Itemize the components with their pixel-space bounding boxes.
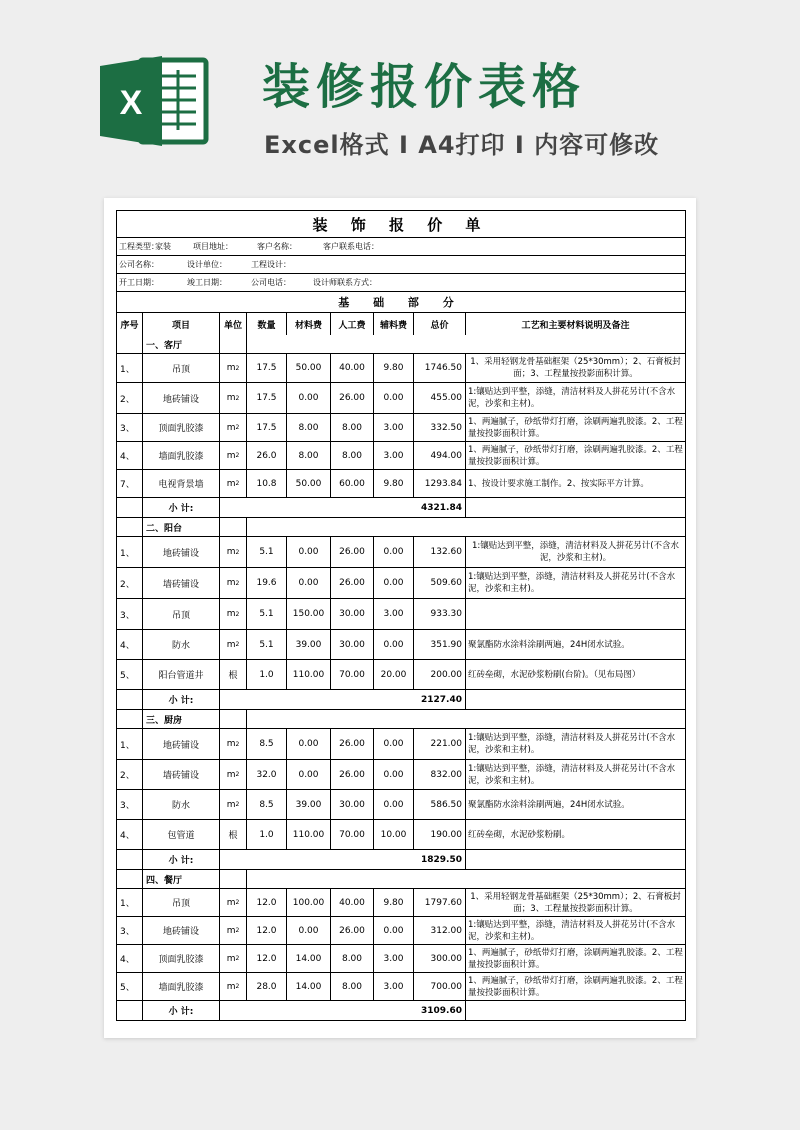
cell-no: 3、 [120, 424, 135, 434]
col-header: 序号 [120, 320, 139, 331]
cell-qty: 12.0 [246, 945, 286, 972]
info-label: 客户名称： [257, 242, 297, 251]
cell-aux: 0.00 [373, 537, 413, 567]
subtotal-label: 小 计: [142, 690, 219, 709]
unit-text: m [226, 639, 236, 650]
unit-text: m [226, 739, 236, 749]
cell-unit [219, 630, 246, 659]
col-header: 数量 [246, 313, 286, 335]
cell-aux: 9.80 [373, 470, 413, 497]
cell-unit [219, 599, 246, 629]
unit-superscript: 2 [235, 424, 240, 431]
unit-text: m [226, 422, 236, 433]
unit-superscript: 2 [235, 394, 240, 402]
cell-empty [246, 335, 685, 353]
info-label: 公司电话： [251, 278, 291, 287]
cell-item: 墙砖铺设 [142, 568, 219, 598]
info-label: 设计单位： [187, 260, 227, 269]
cell-total: 221.00 [413, 729, 465, 759]
cell-labor: 30.00 [330, 790, 373, 819]
cell-note: 1:镶贴达到平整，添缝，清洁材料及人拼花另计(不含水泥，沙浆和主材)。 [465, 383, 685, 413]
section-name: 二、阳台 [142, 518, 219, 536]
cell-no: 4、 [120, 955, 135, 965]
svg-text:X: X [119, 84, 143, 122]
cell-aux: 3.00 [373, 599, 413, 629]
cell-note [465, 599, 685, 629]
cell-material: 8.00 [286, 414, 330, 441]
cell-note: 1、两遍腻子，砂纸带灯打磨，涂刷两遍乳胶漆。2、工程量按投影面积计算。 [465, 973, 685, 1000]
cell-item: 顶面乳胶漆 [142, 945, 219, 972]
subtotal-value: 4321.84 [219, 498, 465, 517]
unit-superscript: 2 [235, 364, 240, 372]
cell-note: 1、按设计要求施工制作。2、按实际平方计算。 [465, 470, 685, 497]
cell-empty [246, 870, 685, 888]
part-title: 基 础 部 分 [338, 296, 464, 309]
cell-aux: 10.00 [373, 820, 413, 849]
subtotal-row [117, 1000, 685, 1020]
info-label: 项目地址： [193, 242, 233, 251]
section-header-row [117, 709, 685, 728]
cell-item: 包管道 [142, 820, 219, 849]
cell-total: 200.00 [413, 660, 465, 689]
cell-labor: 26.00 [330, 568, 373, 598]
cell-total: 132.60 [413, 537, 465, 567]
unit-superscript: 2 [235, 983, 240, 990]
table-row [117, 567, 685, 598]
cell-material: 100.00 [286, 889, 330, 916]
cell-item: 阳台管道井 [142, 660, 219, 689]
part-title-row [117, 291, 685, 312]
cell-aux: 3.00 [373, 414, 413, 441]
subtotal-label: 小 计: [142, 1001, 219, 1020]
col-header: 工艺和主要材料说明及备注 [465, 313, 685, 335]
table-row [117, 789, 685, 819]
banner [0, 0, 800, 196]
cell-labor: 26.00 [330, 760, 373, 789]
cell-note: 1:镶贴达到平整，添缝，清洁材料及人拼花另计(不含水泥，沙浆和主材)。 [465, 760, 685, 789]
unit-text: m [226, 547, 236, 557]
cell-qty: 8.5 [246, 729, 286, 759]
cell-qty: 1.0 [246, 660, 286, 689]
cell-unit [219, 790, 246, 819]
cell-total: 312.00 [413, 917, 465, 944]
cell-aux: 3.00 [373, 442, 413, 469]
cell-material: 14.00 [286, 945, 330, 972]
cell-total: 1293.84 [413, 470, 465, 497]
cell-material: 0.00 [286, 383, 330, 413]
cell-empty [465, 690, 685, 709]
unit-text: m [226, 953, 236, 964]
info-label: 工程类型： [119, 242, 159, 251]
cell-no: 1、 [120, 548, 135, 559]
cell-no: 5、 [120, 671, 135, 681]
table-row [117, 536, 685, 567]
info-row [117, 237, 685, 255]
cell-note: 1:镶贴达到平整，添缝，清洁材料及人拼花另计(不含水泥，沙浆和主材)。 [465, 917, 685, 944]
cell-labor: 70.00 [330, 820, 373, 849]
header-row [117, 312, 685, 335]
unit-text: m [226, 981, 236, 992]
cell-empty [117, 498, 142, 517]
cell-total: 351.90 [413, 630, 465, 659]
cell-unit [219, 945, 246, 972]
unit-text: m [226, 578, 236, 588]
unit-superscript: 2 [235, 955, 240, 962]
cell-total: 494.00 [413, 442, 465, 469]
table-row [117, 441, 685, 469]
cell-unit [219, 537, 246, 567]
cell-no: 1、 [120, 740, 135, 751]
cell-labor: 30.00 [330, 630, 373, 659]
cell-item: 顶面乳胶漆 [142, 414, 219, 441]
cell-total: 455.00 [413, 383, 465, 413]
cell-item: 墙面乳胶漆 [142, 973, 219, 1000]
cell-material: 0.00 [286, 917, 330, 944]
cell-empty [465, 498, 685, 517]
table-row [117, 598, 685, 629]
cell-no: 3、 [120, 801, 135, 811]
unit-text: m [226, 769, 236, 780]
subtotal-value: 2127.40 [219, 690, 465, 709]
subtotal-value: 3109.60 [219, 1001, 465, 1020]
cell-aux: 0.00 [373, 383, 413, 413]
cell-note: 1、两遍腻子，砂纸带灯打磨，涂刷两遍乳胶漆。2、工程量按投影面积计算。 [465, 442, 685, 469]
cell-item: 防水 [142, 630, 219, 659]
cell-material: 50.00 [286, 354, 330, 382]
cell-material: 50.00 [286, 470, 330, 497]
info-label: 客户联系电话： [323, 242, 379, 251]
table-row [117, 916, 685, 944]
cell-no: 5、 [120, 983, 135, 993]
col-header: 项目 [142, 313, 219, 335]
cell-no: 7、 [120, 480, 135, 490]
cell-qty: 8.5 [246, 790, 286, 819]
cell-qty: 17.5 [246, 383, 286, 413]
cell-aux: 3.00 [373, 973, 413, 1000]
unit-superscript: 2 [235, 548, 240, 556]
cell-unit [219, 383, 246, 413]
cell-note: 1、采用轻钢龙骨基础框架（25*30mm）；2、石膏板封面；3、工程量按投影面积计算。 [465, 354, 685, 382]
table-row [117, 728, 685, 759]
cell-no: 3、 [120, 927, 135, 937]
cell-total: 300.00 [413, 945, 465, 972]
subtotal-row [117, 689, 685, 709]
info-label: 工程设计： [251, 260, 291, 269]
cell-note: 红砖垒砌，水泥砂浆粉刷。 [465, 820, 685, 849]
unit-superscript: 2 [235, 452, 240, 459]
unit-text: m [226, 897, 236, 908]
cell-no: 2、 [120, 394, 135, 405]
cell-empty [117, 335, 142, 353]
cell-aux: 0.00 [373, 568, 413, 598]
cell-aux: 9.80 [373, 889, 413, 916]
cell-labor: 8.00 [330, 973, 373, 1000]
cell-labor: 60.00 [330, 470, 373, 497]
cell-unit: 根 [219, 660, 246, 689]
cell-note: 1:镶贴达到平整，添缝，清洁材料及人拼花另计(不含水泥，沙浆和主材)。 [465, 568, 685, 598]
info-value: 家装 [155, 242, 171, 251]
cell-labor: 30.00 [330, 599, 373, 629]
cell-aux: 0.00 [373, 630, 413, 659]
cell-unit [219, 917, 246, 944]
cell-material: 0.00 [286, 568, 330, 598]
cell-material: 0.00 [286, 729, 330, 759]
table-row [117, 413, 685, 441]
cell-total: 190.00 [413, 820, 465, 849]
cell-empty [219, 335, 246, 353]
cell-empty [117, 870, 142, 888]
section-header-row [117, 335, 685, 353]
info-label: 公司名称： [119, 260, 159, 269]
section-name: 一、客厅 [142, 335, 219, 353]
unit-superscript: 2 [235, 641, 240, 648]
cell-no: 4、 [120, 452, 135, 462]
cell-item: 地砖铺设 [142, 729, 219, 759]
cell-material: 110.00 [286, 660, 330, 689]
table-row [117, 659, 685, 689]
cell-qty: 1.0 [246, 820, 286, 849]
cell-qty: 28.0 [246, 973, 286, 1000]
table-row [117, 629, 685, 659]
cell-aux: 0.00 [373, 729, 413, 759]
subtotal-row [117, 497, 685, 517]
section-name: 四、餐厅 [142, 870, 219, 888]
unit-text: m [226, 450, 236, 461]
cell-unit [219, 442, 246, 469]
banner-subtitle: Excel格式 I A4打印 I 内容可修改 [264, 131, 660, 159]
cell-empty [117, 850, 142, 869]
cell-qty: 12.0 [246, 889, 286, 916]
cell-labor: 8.00 [330, 945, 373, 972]
cell-labor: 8.00 [330, 442, 373, 469]
info-label: 竣工日期： [187, 278, 227, 287]
excel-logo-icon [100, 50, 210, 152]
cell-note: 1、两遍腻子，砂纸带灯打磨，涂刷两遍乳胶漆。2、工程量按投影面积计算。 [465, 945, 685, 972]
cell-total: 832.00 [413, 760, 465, 789]
unit-superscript: 2 [235, 899, 240, 906]
info-row [117, 273, 685, 291]
cell-total: 700.00 [413, 973, 465, 1000]
cell-qty: 5.1 [246, 599, 286, 629]
cell-qty: 17.5 [246, 414, 286, 441]
table-row [117, 759, 685, 789]
cell-qty: 5.1 [246, 537, 286, 567]
cell-unit [219, 568, 246, 598]
unit-text: m [226, 799, 236, 810]
cell-labor: 26.00 [330, 537, 373, 567]
cell-material: 0.00 [286, 537, 330, 567]
cell-aux: 0.00 [373, 760, 413, 789]
cell-material: 150.00 [286, 599, 330, 629]
table-row [117, 888, 685, 916]
cell-unit [219, 470, 246, 497]
subtotal-row [117, 849, 685, 869]
cell-qty: 19.6 [246, 568, 286, 598]
cell-item: 地砖铺设 [142, 383, 219, 413]
cell-empty [117, 1001, 142, 1020]
cell-total: 1797.60 [413, 889, 465, 916]
subtotal-label: 小 计: [142, 850, 219, 869]
cell-no: 2、 [120, 771, 135, 781]
cell-empty [246, 518, 685, 536]
info-label: 设计师联系方式： [313, 278, 377, 287]
cell-item: 地砖铺设 [142, 917, 219, 944]
cell-labor: 70.00 [330, 660, 373, 689]
unit-superscript: 2 [235, 579, 240, 587]
cell-empty [219, 710, 246, 728]
unit-superscript: 2 [235, 801, 240, 808]
section-header-row [117, 869, 685, 888]
cell-note: 1:镶贴达到平整，添缝，清洁材料及人拼花另计(不含水泥，沙浆和主材)。 [465, 729, 685, 759]
cell-unit [219, 760, 246, 789]
cell-no: 4、 [120, 831, 135, 841]
unit-superscript: 2 [235, 771, 240, 778]
cell-unit [219, 414, 246, 441]
cell-empty [117, 690, 142, 709]
table-row [117, 353, 685, 382]
cell-note: 1、两遍腻子，砂纸带灯打磨，涂刷两遍乳胶漆。2、工程量按投影面积计算。 [465, 414, 685, 441]
cell-aux: 9.80 [373, 354, 413, 382]
unit-text: m [226, 925, 236, 936]
cell-material: 0.00 [286, 760, 330, 789]
col-header: 单位 [219, 313, 246, 335]
unit-text: m [226, 393, 236, 403]
unit-superscript: 2 [235, 610, 240, 618]
sheet-title: 装 饰 报 价 单 [312, 215, 490, 234]
subtotal-label: 小 计: [142, 498, 219, 517]
unit-text: m [226, 609, 236, 619]
cell-item: 电视背景墙 [142, 470, 219, 497]
cell-item: 防水 [142, 790, 219, 819]
cell-note: 红砖垒砌，水泥砂浆粉刷(台阶)。（见布局图） [465, 660, 685, 689]
table-row [117, 972, 685, 1000]
table-row [117, 382, 685, 413]
col-header: 人工费 [330, 313, 373, 335]
table-row [117, 469, 685, 497]
cell-no: 1、 [120, 364, 135, 375]
cell-labor: 40.00 [330, 889, 373, 916]
cell-aux: 0.00 [373, 917, 413, 944]
sheet-title-row [117, 211, 685, 237]
cell-total: 332.50 [413, 414, 465, 441]
section-name: 三、厨房 [142, 710, 219, 728]
cell-labor: 26.00 [330, 383, 373, 413]
cell-no: 4、 [120, 641, 135, 651]
cell-note: 聚氯酯防水涂料涂刷两遍，24H闭水试验。 [465, 790, 685, 819]
unit-text: m [226, 363, 236, 373]
cell-qty: 32.0 [246, 760, 286, 789]
col-header: 材料费 [286, 313, 330, 335]
cell-unit [219, 729, 246, 759]
cell-empty [117, 710, 142, 728]
cell-unit [219, 889, 246, 916]
banner-title: 装修报价表格 [262, 59, 587, 115]
cell-note: 1、采用轻钢龙骨基础框架（25*30mm）；2、石膏板封面；3、工程量按投影面积计算。 [465, 889, 685, 916]
cell-item: 吊顶 [142, 354, 219, 382]
info-row [117, 255, 685, 273]
cell-total: 1746.50 [413, 354, 465, 382]
cell-total: 509.60 [413, 568, 465, 598]
cell-material: 14.00 [286, 973, 330, 1000]
cell-qty: 5.1 [246, 630, 286, 659]
unit-superscript: 2 [235, 480, 240, 487]
col-header: 总价 [413, 313, 465, 335]
unit-text: m [226, 478, 236, 489]
subtotal-value: 1829.50 [219, 850, 465, 869]
cell-empty [465, 850, 685, 869]
cell-labor: 40.00 [330, 354, 373, 382]
cell-empty [117, 518, 142, 536]
cell-qty: 12.0 [246, 917, 286, 944]
cell-item: 吊顶 [142, 889, 219, 916]
col-header: 辅料费 [373, 313, 413, 335]
cell-total: 586.50 [413, 790, 465, 819]
cell-qty: 17.5 [246, 354, 286, 382]
cell-material: 39.00 [286, 630, 330, 659]
cell-note: 聚氯酯防水涂料涂刷两遍，24H闭水试验。 [465, 630, 685, 659]
cell-labor: 26.00 [330, 917, 373, 944]
cell-empty [219, 870, 246, 888]
cell-labor: 26.00 [330, 729, 373, 759]
cell-material: 110.00 [286, 820, 330, 849]
cell-qty: 26.0 [246, 442, 286, 469]
cell-qty: 10.8 [246, 470, 286, 497]
cell-aux: 20.00 [373, 660, 413, 689]
unit-superscript: 2 [235, 927, 240, 934]
cell-item: 地砖铺设 [142, 537, 219, 567]
cell-unit [219, 973, 246, 1000]
unit-superscript: 2 [235, 740, 240, 748]
cell-item: 吊顶 [142, 599, 219, 629]
table-row [117, 944, 685, 972]
cell-aux: 0.00 [373, 790, 413, 819]
cell-no: 3、 [120, 610, 135, 621]
cell-material: 39.00 [286, 790, 330, 819]
paper [104, 198, 696, 1038]
quote-sheet [116, 210, 686, 1021]
cell-unit: 根 [219, 820, 246, 849]
cell-aux: 3.00 [373, 945, 413, 972]
cell-item: 墙面乳胶漆 [142, 442, 219, 469]
cell-no: 2、 [120, 579, 135, 590]
cell-material: 8.00 [286, 442, 330, 469]
section-header-row [117, 517, 685, 536]
cell-empty [246, 710, 685, 728]
table-row [117, 819, 685, 849]
cell-labor: 8.00 [330, 414, 373, 441]
cell-no: 1、 [120, 899, 135, 909]
cell-note: 1:镶贴达到平整，添缝，清洁材料及人拼花另计(不含水泥，沙浆和主材)。 [465, 537, 685, 567]
cell-unit [219, 354, 246, 382]
cell-item: 墙砖铺设 [142, 760, 219, 789]
cell-empty [465, 1001, 685, 1020]
cell-empty [219, 518, 246, 536]
info-label: 开工日期： [119, 278, 159, 287]
cell-total: 933.30 [413, 599, 465, 629]
